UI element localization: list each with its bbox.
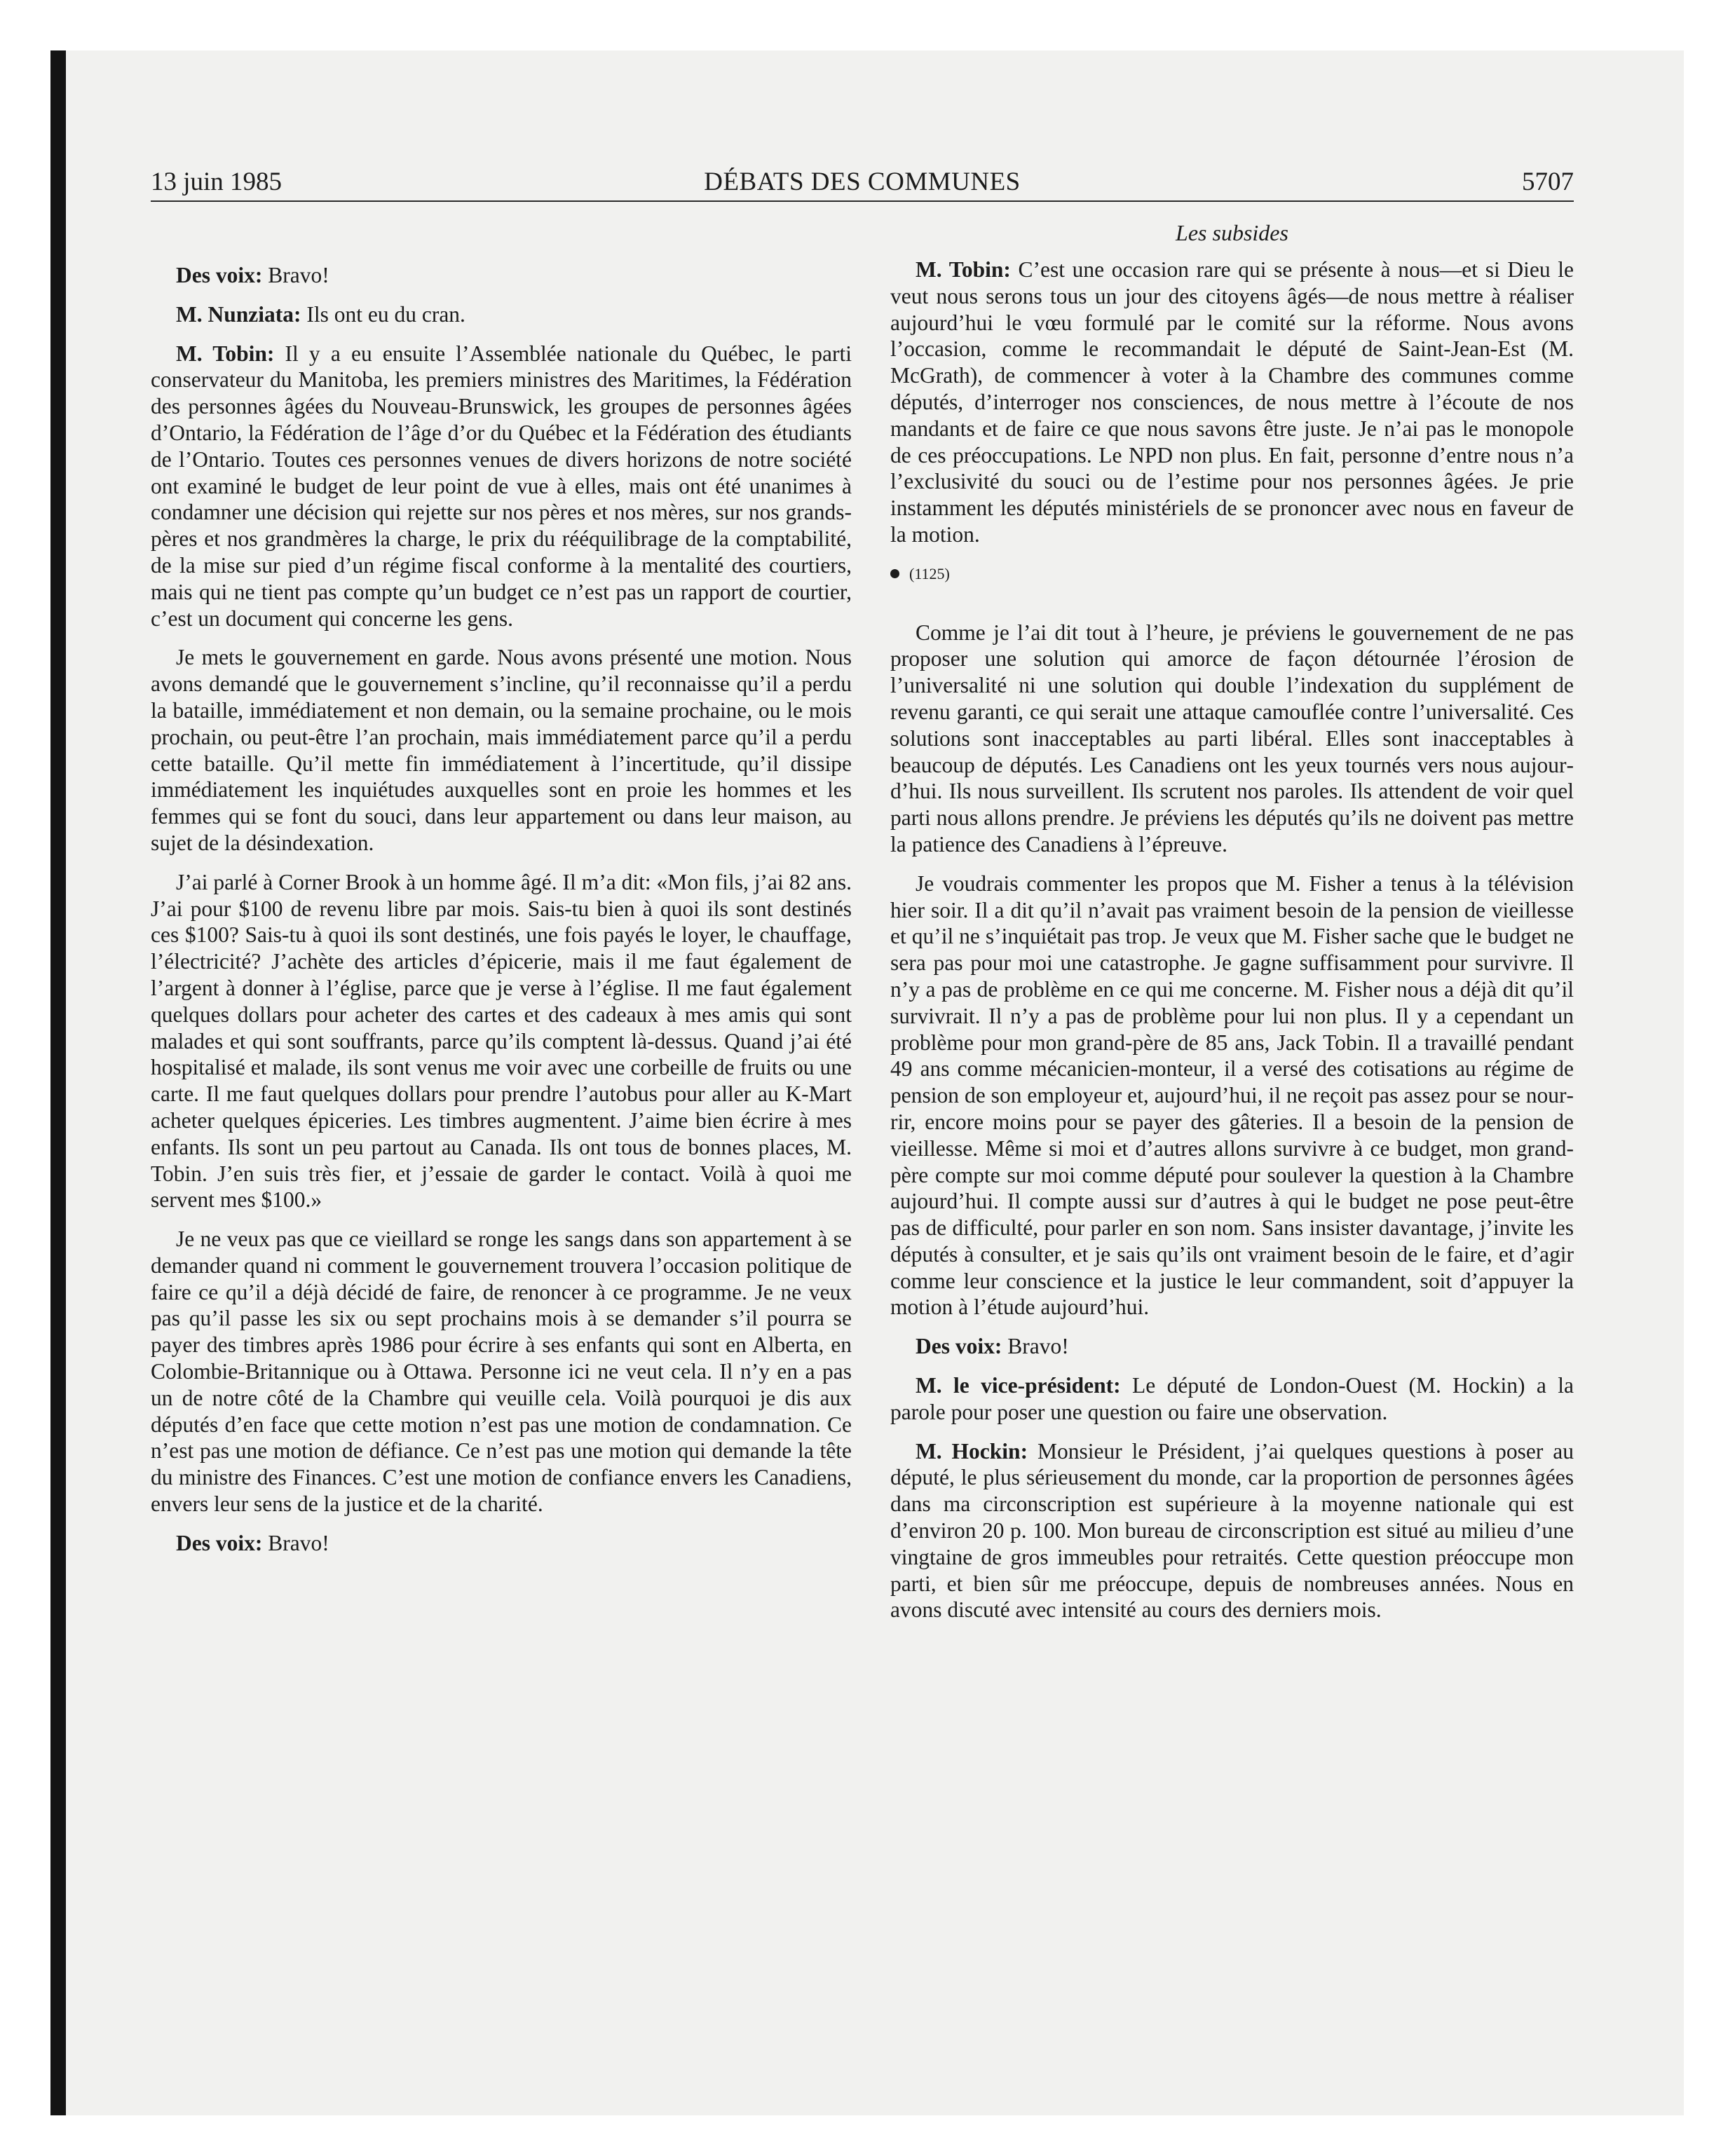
speaker-name: Des voix:	[916, 1334, 1002, 1359]
right-column	[890, 219, 1574, 1636]
timestamp-text: (1125)	[909, 564, 950, 582]
header-journal-title: DÉBATS DES COMMUNES	[704, 168, 1021, 196]
paragraph	[151, 341, 852, 632]
speech-text: Bravo!	[262, 263, 329, 287]
speech-text: Monsieur le Président, j’ai quelques questions à poser au député, le plus sérieusement du monde, car la proportion de personnes âgées dans ma circonscription est supérieure à la moyenne nationale qui est d’environ 20 p. 100. Mon bureau de circonscription est situé au milieu d’une vingtaine de gros immeubles pour retraités. Cette question préoccupe mon parti, et bien sûr me préoccupe, depuis de nombreuses années. Nous en avons discuté avec intensité au cours des derniers mois.	[890, 1438, 1574, 1623]
speech-text: Le député de London-Ouest (M. Hockin) a la parole pour poser une question ou faire une observation.	[890, 1373, 1574, 1424]
speaker-name: Des voix:	[176, 263, 263, 287]
speech-text: Il y a eu ensuite l’Assemblée nationale du Québec, le parti conservateur du Manitoba, les premiers ministres des Maritimes, la Fédération des personnes âgées du Nouveau-Brunswick, les groupes de personnes âgées d’Ontario, la Fédération de l’âge d’or du Québec et la Fédération des étudiants de l’Ontario. Toutes ces personnes venues de divers horizons de notre société ont examiné le budget de leur point de vue à elles, mais ont été unanimes à condamner une décision qui rejette sur nos pères et nos mères, sur nos grands-pères et nos grandmères la charge, le prix du rééquilibrage de la comptabilité, de la mise sur pied d’un régime fiscal conforme à la mentalité des courtiers, mais qui ne tient pas compte qu’un budget ce n’est pas un rapport de courtier, c’est un document qui concerne les gens.	[151, 341, 852, 631]
paragraph	[151, 262, 852, 289]
section-title: Les subsides	[1176, 220, 1288, 245]
time-marker	[890, 561, 1574, 587]
header-rule	[151, 200, 1574, 202]
paragraph	[890, 1372, 1574, 1426]
speaker-name: M. Tobin:	[916, 257, 1011, 282]
speech-text: Je ne veux pas que ce vieillard se ronge les sangs dans son appartement à se demander quand ni comment le gouvernement trouvera l’occasion politique de faire ce qu’il a déjà décidé de faire, de renoncer à ce programme. Je ne veux pas qu’il passe les six ou sept prochains mois à se demander s’il pourra se payer des timbres après 1986 pour écrire à ses enfants qui sont en Alberta, en Colombie-Britannique ou à Ottawa. Personne ici ne veut cela. Il n’y en a pas un de notre côté de la Chambre qui veuille cela. Voilà pourquoi je dis aux députés d’en face que cette motion n’est pas une motion de condamnation. Ce n’est pas une motion de défiance. Ce n’est pas une motion qui demande la tête du ministre des Finances. C’est une motion de confiance envers les Canadiens, envers leur sens de la justice et de la charité.	[151, 1227, 852, 1517]
speech-text: Bravo!	[1002, 1334, 1069, 1359]
speech-text: J’ai parlé à Corner Brook à un homme âgé. Il m’a dit: «Mon fils, j’ai 82 ans. J’ai pour $100 de revenu libre par mois. Sais-tu bien à quoi ils sont destinés ces $100? Sais-tu à quoi ils sont destinés, une fois payés le loyer, le chauffage, l’électricité? J’achète des articles d’épicerie, mais il me faut également de l’argent à donner à l’église, parce que je verse à l’église. Il me faut également quelques dollars pour acheter des cartes et des cadeaux à mes amis qui sont malades et qui sont souffrants, parce qu’ils comptent là-dessus. Quand j’ai été hospitalisé et malade, ils sont venus me voir avec une corbeille de fruits ou une carte. Il me faut quelques dollars pour prendre l’autobus pour aller au K-Mart acheter quelques épiceries. Les timbres augmentent. J’aime bien écrire à mes enfants. Ils sont un peu partout au Canada. Ils ont tous de bonnes places, M. Tobin. J’en suis très fier, et j’essaie de garder le contact. Voilà à quoi me servent mes $100.»	[151, 869, 852, 1213]
speech-text: Je voudrais commenter les propos que M. Fisher a tenus à la télévision hier soir. Il a dit qu’il n’avait pas vraiment besoin de la pension de vieillesse et qu’il ne s’inquiétait pas trop. Je veux que M. Fisher sache que le budget ne sera pas pour moi une catastrophe. Je gagne suffisamment pour survivre. Il n’y a pas de problème en ce qui me concerne. M. Fisher nous a déjà dit qu’il survivrait. Il n’y a pas de problème pour lui non plus. Il y a cependant un problème pour mon grand-père de 85 ans, Jack Tobin. Il a travaillé pendant 49 ans comme mécanicien-monteur, il a versé des cotisations au régime de pension de son employeur et, aujourd’hui, il ne reçoit pas assez pour se nourrir, encore moins pour se payer des gâteries. Il a besoin de la pension de vieillesse. Même si moi et d’autres allons survivre à ce budget, mon grand-père compte sur moi comme député pour soulever la question à la Chambre aujourd’hui. Il compte aussi sur d’autres à qui le budget ne pose peut-être pas de difficulté, pour parler en son nom. Sans insister davantage, j’invite les députés à consulter, et je sais qu’ils ont vraiment besoin de le faire, et d’agir comme leur conscience et la justice le leur commandent, soit d’appuyer la motion à l’étude aujourd’hui.	[890, 871, 1574, 1320]
bullet-icon	[890, 569, 899, 578]
header-page-number: 5707	[1522, 168, 1574, 196]
paragraph	[890, 1333, 1574, 1360]
speech-text: Ils ont eu du cran.	[301, 301, 465, 327]
paragraph	[151, 1226, 852, 1517]
paragraph	[151, 1530, 852, 1557]
paragraph	[890, 871, 1574, 1321]
speech-text: Je mets le gouvernement en garde. Nous avons présenté une motion. Nous avons demandé que le gouvernement s’incline, qu’il reconnaisse qu’il a perdu la bataille, immédiatement et non demain, ou la semaine prochaine, ou le mois prochain, ou peut-être l’an prochain, mais immédiatement parce qu’il a perdu cette bataille. Qu’il mette fin immédiatement à l’incertitude, qu’il dissipe immédiatement les inquiétudes auxquelles sont en proie les hommes et les femmes qui se font du souci, dans leur appartement ou dans leur maison, au sujet de la désindexation.	[151, 645, 852, 855]
left-column	[151, 262, 852, 1569]
speech-text: Bravo!	[262, 1530, 329, 1555]
paragraph	[890, 1438, 1574, 1624]
speaker-name: M. Tobin:	[176, 341, 275, 366]
page-header	[151, 165, 1574, 199]
paragraph	[151, 869, 852, 1213]
paragraph	[890, 257, 1574, 548]
speaker-name: M. Nunziata:	[176, 301, 301, 327]
header-date: 13 juin 1985	[151, 168, 283, 196]
speaker-name: Des voix:	[176, 1530, 263, 1555]
scan-edge-shadow	[50, 50, 66, 2115]
speech-text: C’est une occasion rare qui se présente à nous—et si Dieu le veut nous serons tous un jour des citoyens âgés—de nous mettre à réaliser aujourd’hui le vœu formulé par le comité sur la réforme. Nous avons l’occasion, comme le recommandait le député de Saint-Jean-Est (M. McGrath), de commencer à voter à la Chambre des communes comme députés, d’interroger nos consciences, de nous mettre à l’écoute de nos mandants et de faire ce que nous savons être juste. Je n’ai pas le monopole de ces préoccupations. Le NPD non plus. En fait, personne d’entre nous n’a l’exclusivité du souci ou de l’estime pour nos personnes âgées. Je prie instamment les députés ministériels de se prononcer avec nous en faveur de la motion.	[890, 257, 1574, 547]
speech-text: Comme je l’ai dit tout à l’heure, je préviens le gouvernement de ne pas proposer une solution qui amorce de façon détournée l’érosion de l’universalité ni une solution qui double l’indexation du supplément de revenu garanti, ce qui serait une attaque camouflée contre l’universalité. Ces solutions sont inacceptables au parti libéral. Elles sont inacceptables à beaucoup de députés. Les Canadiens ont les yeux tournés vers nous aujourd’hui. Ils nous surveillent. Ils scrutent nos paroles. Ils attendent de voir quel parti nous allons prendre. Je préviens les députés qu’ils ne doivent pas mettre la patience des Canadiens à l’épreuve.	[890, 620, 1574, 857]
speaker-name: M. le vice-président:	[916, 1373, 1121, 1398]
speaker-name: M. Hockin:	[916, 1438, 1028, 1464]
paragraph	[151, 644, 852, 856]
paragraph	[890, 620, 1574, 858]
paragraph	[151, 301, 852, 328]
